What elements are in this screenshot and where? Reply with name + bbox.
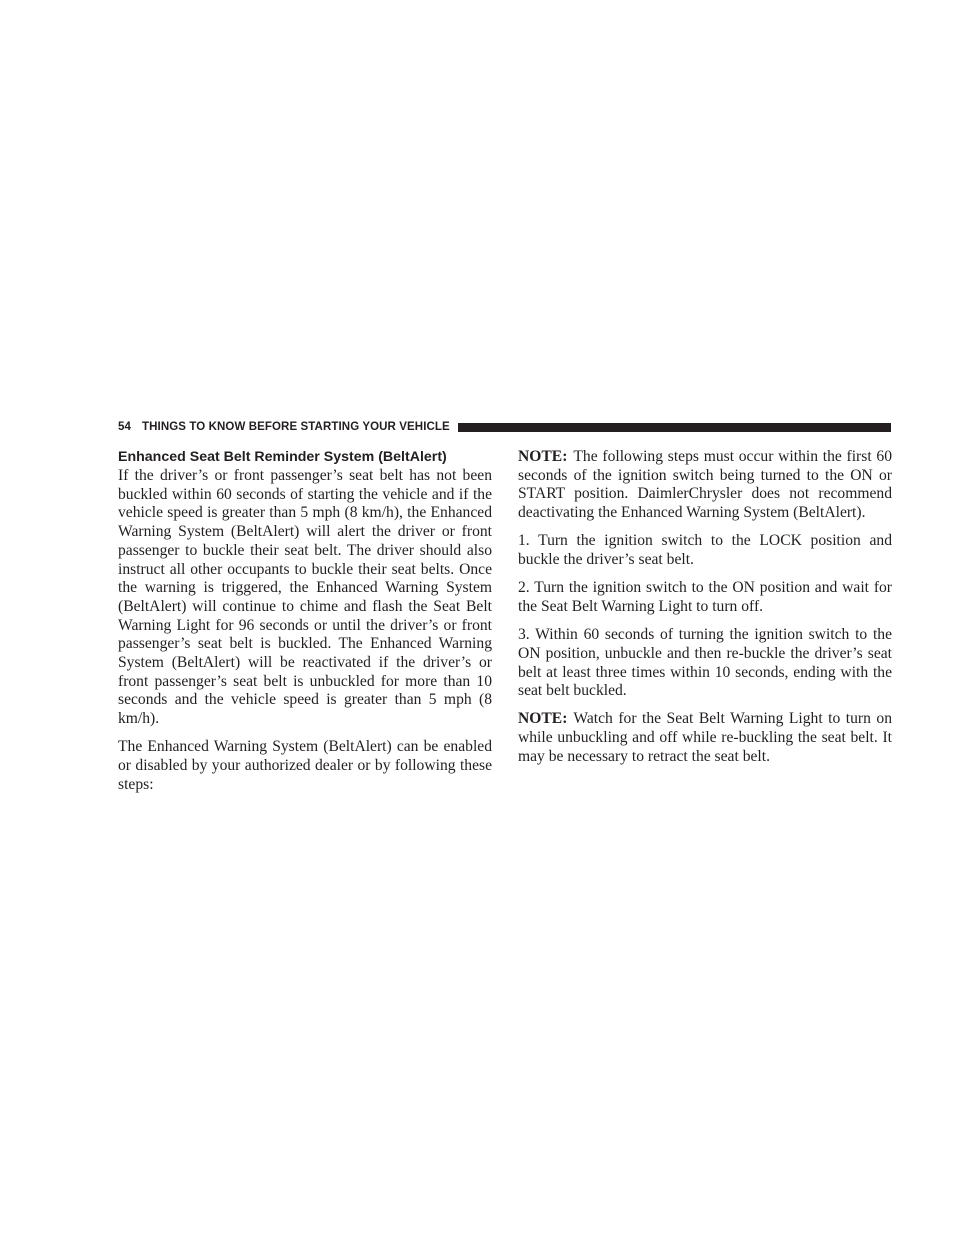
step-1: 1. Turn the ignition switch to the LOCK position and buckle the driver’s seat belt. bbox=[518, 532, 892, 569]
note-text: Watch for the Seat Belt Warning Light to turn on while unbuckling and off while re-buckling the seat belt. It may be necessary to retract the seat belt. bbox=[518, 710, 892, 765]
page-number: 54 bbox=[118, 421, 131, 433]
note-text: The following steps must occur within the first 60 seconds of the ignition switch being turned to the ON or START position. DaimlerChrysler does not recommend deactivating the Enhanced Warning System (BeltAlert). bbox=[518, 448, 892, 522]
note-label: NOTE: bbox=[518, 710, 568, 728]
section-title: THINGS TO KNOW BEFORE STARTING YOUR VEHICLE bbox=[142, 421, 450, 433]
right-column bbox=[518, 448, 892, 776]
header-rule bbox=[458, 423, 891, 432]
note-warning-light bbox=[518, 710, 892, 766]
section-heading: Enhanced Seat Belt Reminder System (BeltAlert) bbox=[118, 449, 447, 465]
step-3: 3. Within 60 seconds of turning the ignition switch to the ON position, unbuckle and then re-buckle the driver’s seat belt at least three times within 10 seconds, ending with the seat belt buckled. bbox=[518, 626, 892, 700]
page-header bbox=[118, 419, 891, 435]
left-column bbox=[118, 448, 492, 804]
step-2: 2. Turn the ignition switch to the ON position and wait for the Seat Belt Warning Light to turn off. bbox=[518, 579, 892, 615]
enable-disable-paragraph: The Enhanced Warning System (BeltAlert) can be enabled or disabled by your authorized dealer or by following these steps: bbox=[118, 738, 492, 793]
note-label: NOTE: bbox=[518, 448, 568, 465]
note-timing bbox=[518, 448, 892, 523]
intro-paragraph: If the driver’s or front passenger’s seat belt has not been buckled within 60 seconds of starting the vehicle and if the vehicle speed is greater than 5 mph (8 km/h), the Enhanced Warning System (BeltAlert) will alert the driver or front passenger to buckle their seat belt. The driver should also instruct all other occupants to buckle their seat belts. Once the warning is triggered, the Enhanced Warning System (BeltAlert) will continue to chime and flash the Seat Belt Warning Light for 96 seconds or until the driver’s or front passenger’s seat belt is buckled. The Enhanced Warning System (BeltAlert) will be reactivated if the driver’s or front passenger’s seat belt is unbuckled for more than 10 seconds and the vehicle speed is greater than 5 mph (8 km/h). bbox=[118, 467, 492, 728]
